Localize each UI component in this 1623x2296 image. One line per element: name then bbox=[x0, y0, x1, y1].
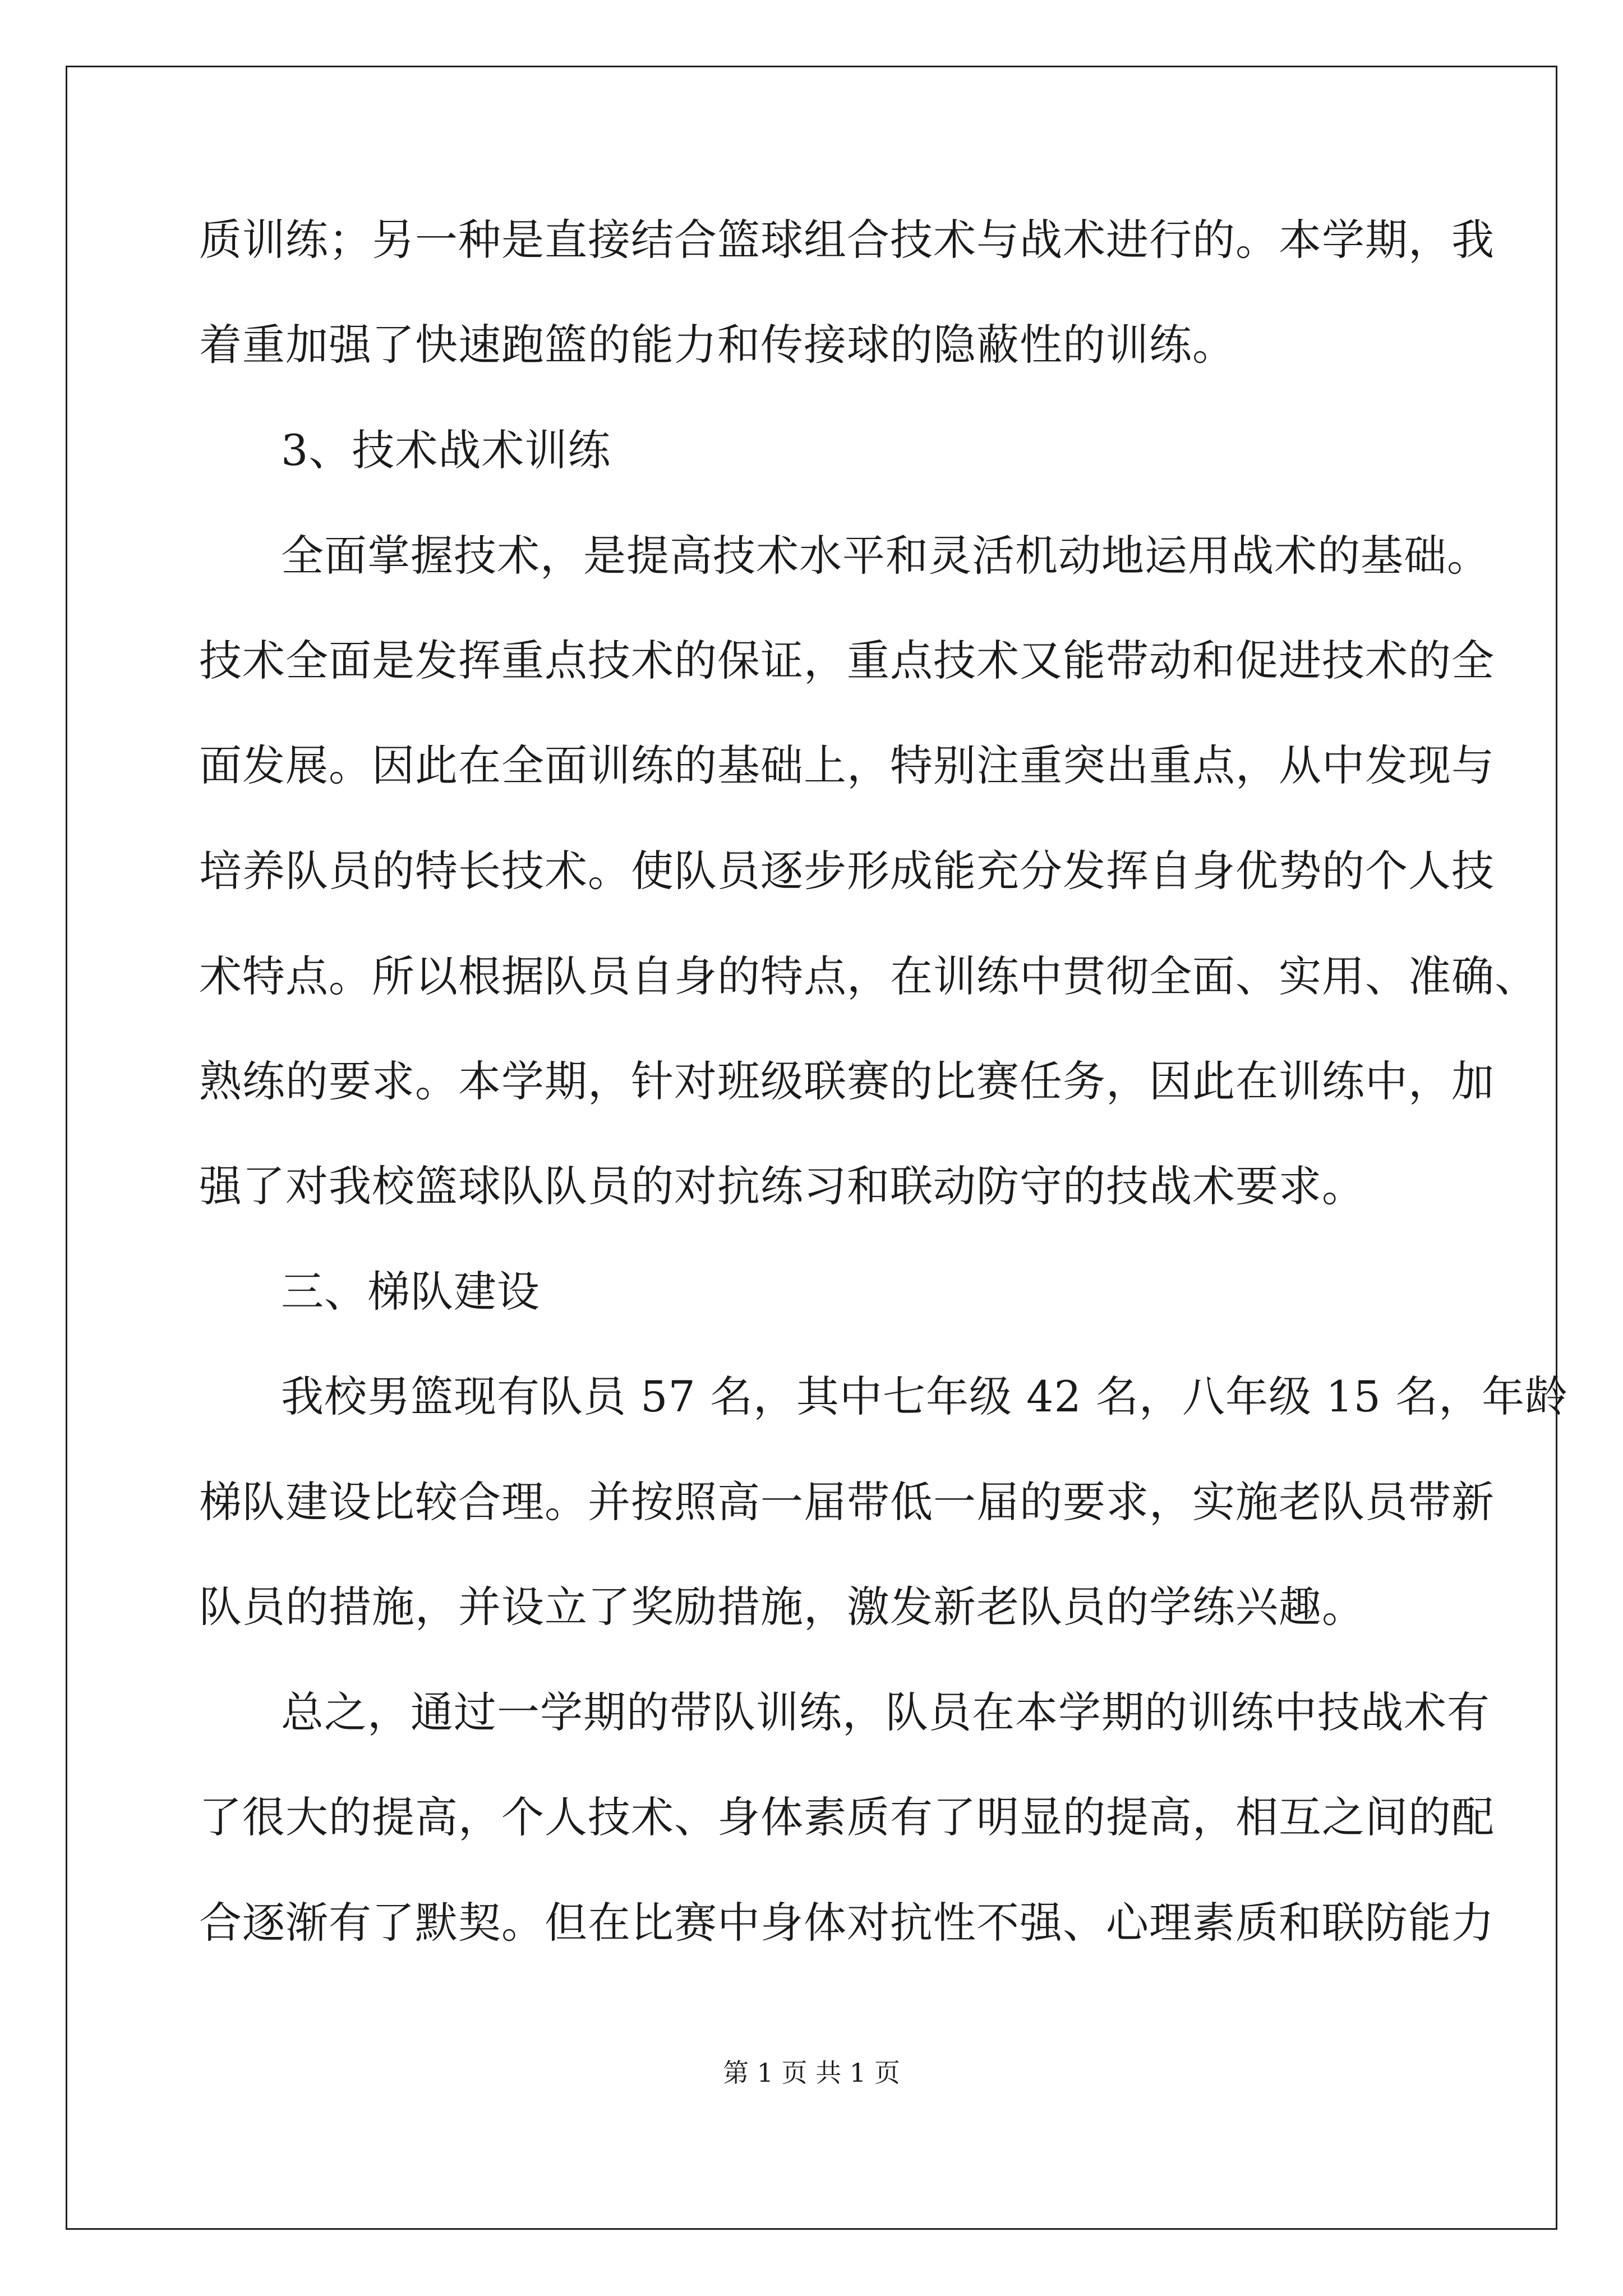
section-heading: 三、梯队建设 bbox=[281, 1267, 540, 1317]
text-line: 培养队员的特长技术。使队员逐步形成能充分发挥自身优势的个人技 bbox=[199, 846, 1495, 896]
paragraph-start: 全面掌握技术，是提高技术水平和灵活机动地运用战术的基础。 bbox=[281, 531, 1490, 581]
text-line: 合逐渐有了默契。但在比赛中身体对抗性不强、心理素质和联防能力 bbox=[199, 1898, 1495, 1948]
paragraph-start: 总之，通过一学期的带队训练，队员在本学期的训练中技战术有 bbox=[281, 1687, 1490, 1737]
paragraph-start: 我校男篮现有队员 57 名，其中七年级 42 名，八年级 15 名，年龄 bbox=[281, 1372, 1569, 1421]
text-line: 了很大的提高，个人技术、身体素质有了明显的提高，相互之间的配 bbox=[199, 1792, 1495, 1842]
text-line: 面发展。因此在全面训练的基础上，特别注重突出重点，从中发现与 bbox=[199, 740, 1495, 790]
text-line: 术特点。所以根据队员自身的特点，在训练中贯彻全面、实用、准确、 bbox=[199, 951, 1538, 1001]
text-line: 着重加强了快速跑篮的能力和传接球的隐蔽性的训练。 bbox=[199, 320, 1235, 370]
section-heading: 3、技术战术训练 bbox=[281, 425, 611, 475]
text-line: 梯队建设比较合理。并按照高一届带低一届的要求，实施老队员带新 bbox=[199, 1477, 1495, 1527]
page-footer: 第 1 页 共 1 页 bbox=[723, 2058, 900, 2088]
text-line: 熟练的要求。本学期，针对班级联赛的比赛任务，因此在训练中，加 bbox=[199, 1056, 1495, 1106]
text-line: 质训练；另一种是直接结合篮球组合技术与战术进行的。本学期，我 bbox=[199, 215, 1495, 265]
text-line: 队员的措施，并设立了奖励措施，激发新老队员的学练兴趣。 bbox=[199, 1582, 1365, 1632]
text-line: 强了对我校篮球队队员的对抗练习和联动防守的技战术要求。 bbox=[199, 1161, 1365, 1211]
text-line: 技术全面是发挥重点技术的保证，重点技术又能带动和促进技术的全 bbox=[199, 636, 1495, 685]
